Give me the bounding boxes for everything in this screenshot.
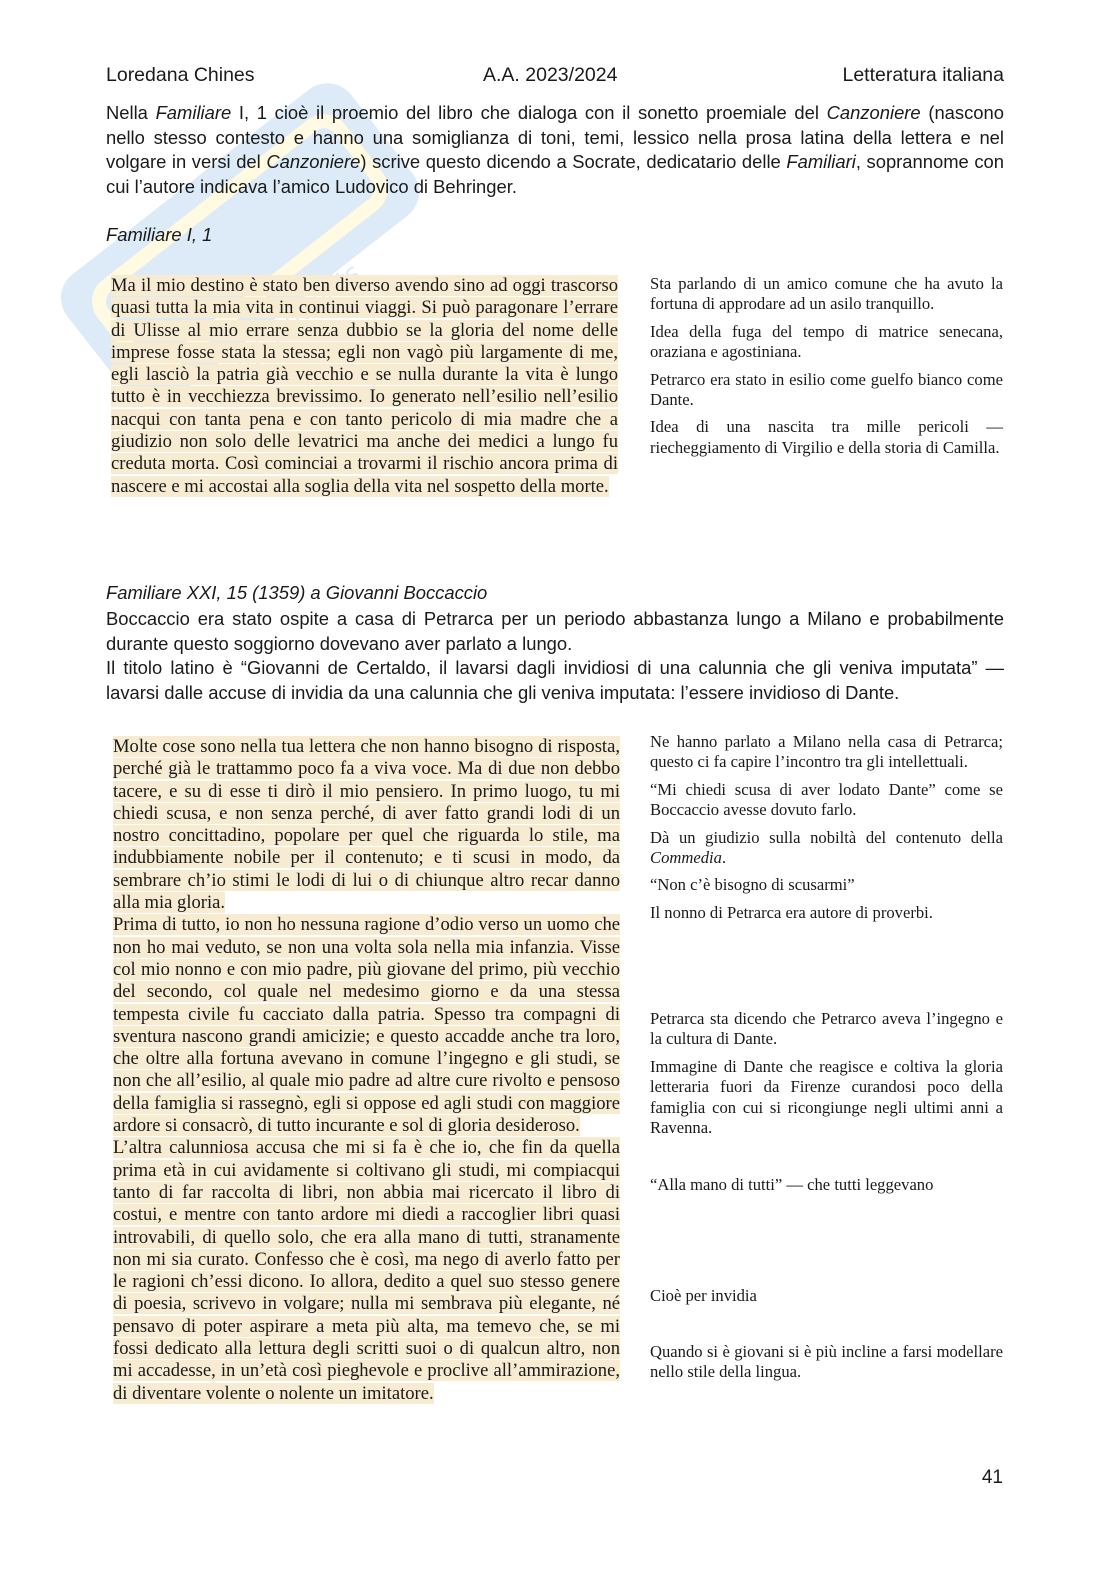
title-canzoniere: Canzoniere <box>266 151 361 172</box>
margin-note: Sta parlando di un amico comune che ha avuto la fortuna di approdare ad un asilo tranquillo. <box>650 274 1003 314</box>
title-canzoniere: Canzoniere <box>826 102 921 123</box>
title-commedia: Commedia <box>650 848 722 868</box>
intro-paragraph: Nella Familiare I, 1 cioè il proemio del libro che dialoga con il sonetto proemiale del Canzoniere (nascono nello stesso contesto e hanno una somiglianza di toni, temi, lessico nella prosa latina della lettera e nel volgare in versi del Canzoniere) scrive questo dicendo a Socrate, dedicatario delle Familiari, soprannome con cui l’autore indicava l’amico Ludovico di Behringer. <box>106 102 1004 197</box>
paragraph-boccaccio-context: Boccaccio era stato ospite a casa di Petrarca per un periodo abbastanza lungo a Milano e probabilmente durante questo soggiorno dovevano aver parlato a lungo. <box>106 608 1004 654</box>
section-title-familiare-1: Familiare I, 1 <box>106 224 213 245</box>
margin-note: Idea di una nascita tra mille pericoli — riecheggiamento di Virgilio e della storia di Camilla. <box>650 417 1003 457</box>
quote-paragraph: L’altra calunniosa accusa che mi si fa è che io, che fin da quella prima età in cui avidamente si coltivano gli studi, mi compiacqui tanto di far raccolta di libri, non abbia mai ricercato il libro di costui, e mentre con tanto ardore mi diedi a raccoglier libri quasi introvabili, di quello solo, che era alla mano di tutti, stranamente non mi sia curato. Confesso che è così, ma nego di averlo fatto per le ragioni ch’essi dicono. Io allora, dedito a quel suo stesso genere di poesia, scrivevo in volgare; nulla mi sembrava più elegante, né pensavo di poter aspirare a meta più alta, ma temevo che, se mi fossi dedicato alla lettura degli scritti suoi o di qualcun altro, non mi accadesse, in un’età così pieghevole e proclive all’ammirazione, di diventare volente o nolente un imitatore. <box>113 1137 620 1404</box>
page-number: 41 <box>981 1467 1003 1488</box>
header-author: Loredana Chines <box>106 64 255 86</box>
margin-note: Idea della fuga del tempo di matrice senecana, oraziana e agostiniana. <box>650 321 1003 362</box>
quote-text: Ma il mio destino è stato ben diverso avendo sino ad oggi trascorso quasi tutta la mia vita in continui viaggi. Si può paragonare l’errare di Ulisse al mio errare senza dubbio se la gloria del nome delle imprese fosse stata la stessa; egli non vagò più largamente di me, egli lasciò la patria già vecchio e se nulla durante la vita è lungo tutto è in vecchiezza brevissimo. Io generato nell’esilio nell’esilio nacqui con tanta pena e con tanto pericolo di mia madre che a giudizio non solo delle levatrici ma anche dei medici a lungo fu creduta morta. Così cominciai a trovarmi il rischio ancora prima di nascere e mi accostai alla soglia della vita nel sospetto della morte. <box>111 275 618 497</box>
margin-note: Dà un giudizio sulla nobiltà del contenuto della Commedia. <box>650 827 1003 868</box>
header-academic-year: A.A. 2023/2024 <box>483 64 618 86</box>
quote-familiare-xxi <box>113 736 620 1405</box>
margin-note: Petrarca sta dicendo che Petrarco aveva l’ingegno e la cultura di Dante. <box>650 1009 1003 1049</box>
margin-note-alla-mano: “Alla mano di tutti” — che tutti leggevano <box>650 1175 934 1194</box>
page-header <box>106 64 1004 92</box>
paragraph-latin-title: Il titolo latino è “Giovanni de Certaldo, il lavarsi dagli invidiosi di una calunnia che gli veniva imputata” — lavarsi dalle accuse di invidia da una calunnia che gli veniva imputata: l’essere invidioso di Dante. <box>106 657 1004 703</box>
margin-note: Ne hanno parlato a Milano nella casa di Petrarca; questo ci fa capire l’incontro tra gli intellettuali. <box>650 732 1003 772</box>
quote-paragraph: Prima di tutto, io non ho nessuna ragione d’odio verso un uomo che non ho mai veduto, se non una volta sola nella mia infanzia. Visse col mio nonno e con mio padre, più giovane del primo, più vecchio del secondo, col quale nel medesimo giorno e da una stessa tempesta civile fu cacciato dalla patria. Spesso tra compagni di sventura nascono grandi amicizie; e questo accadde anche tra loro, che oltre alla fortuna avevano in comune l’ingegno e gli studi, se non che all’esilio, al quale mio padre ad altre cure rivolto e pensoso della famiglia si rassegnò, egli si oppose ed agli studi con maggiore ardore si consacrò, di tutto incurante e sol di gloria desideroso. <box>113 914 620 1137</box>
section-title-familiare-xxi: Familiare XXI, 15 (1359) a Giovanni Boccaccio <box>106 582 488 603</box>
margin-note: “Non c’è bisogno di scusarmi” <box>650 875 855 895</box>
margin-note-giovani: Quando si è giovani si è più incline a farsi modellare nello stile della lingua. <box>650 1342 1003 1382</box>
quote-paragraph: Molte cose sono nella tua lettera che non hanno bisogno di risposta, perché già le trattammo poco fa a viva voce. Ma di due non debbo tacere, e su di esse ti dirò il mio pensiero. In primo luogo, tu mi chiedi scusa, e non senza perché, di aver fatto grandi lodi di un nostro concittadino, popolare per quel che riguarda lo stile, ma indubbiamente nobile per il contenuto; e ti scusi in modo, da sembrare ch’io stimi le lodi di lui o di chiunque altro recar danno alla mia gloria. <box>113 736 620 914</box>
header-course: Letteratura italiana <box>842 64 1004 86</box>
margin-notes-2b <box>650 1009 1003 1138</box>
margin-note: Il nonno di Petrarca era autore di proverbi. <box>650 902 933 922</box>
margin-note: “Mi chiedi scusa di aver lodato Dante” come se Boccaccio avesse dovuto farlo. <box>650 779 1003 820</box>
margin-notes-1 <box>650 274 1003 458</box>
title-familiari: Familiari <box>786 151 856 172</box>
margin-note: Immagine di Dante che reagisce e coltiva la gloria letteraria fuori da Firenze curandosi poco della famiglia con cui si ricongiunge negli ultimi anni a Ravenna. <box>650 1056 1003 1138</box>
margin-notes-2a <box>650 732 1003 923</box>
quote-familiare-1 <box>111 275 618 498</box>
margin-note-invidia: Cioè per invidia <box>650 1286 757 1305</box>
title-familiare: Familiare <box>155 102 232 123</box>
margin-note: Petrarco era stato in esilio come guelfo bianco come Dante. <box>650 369 1003 410</box>
